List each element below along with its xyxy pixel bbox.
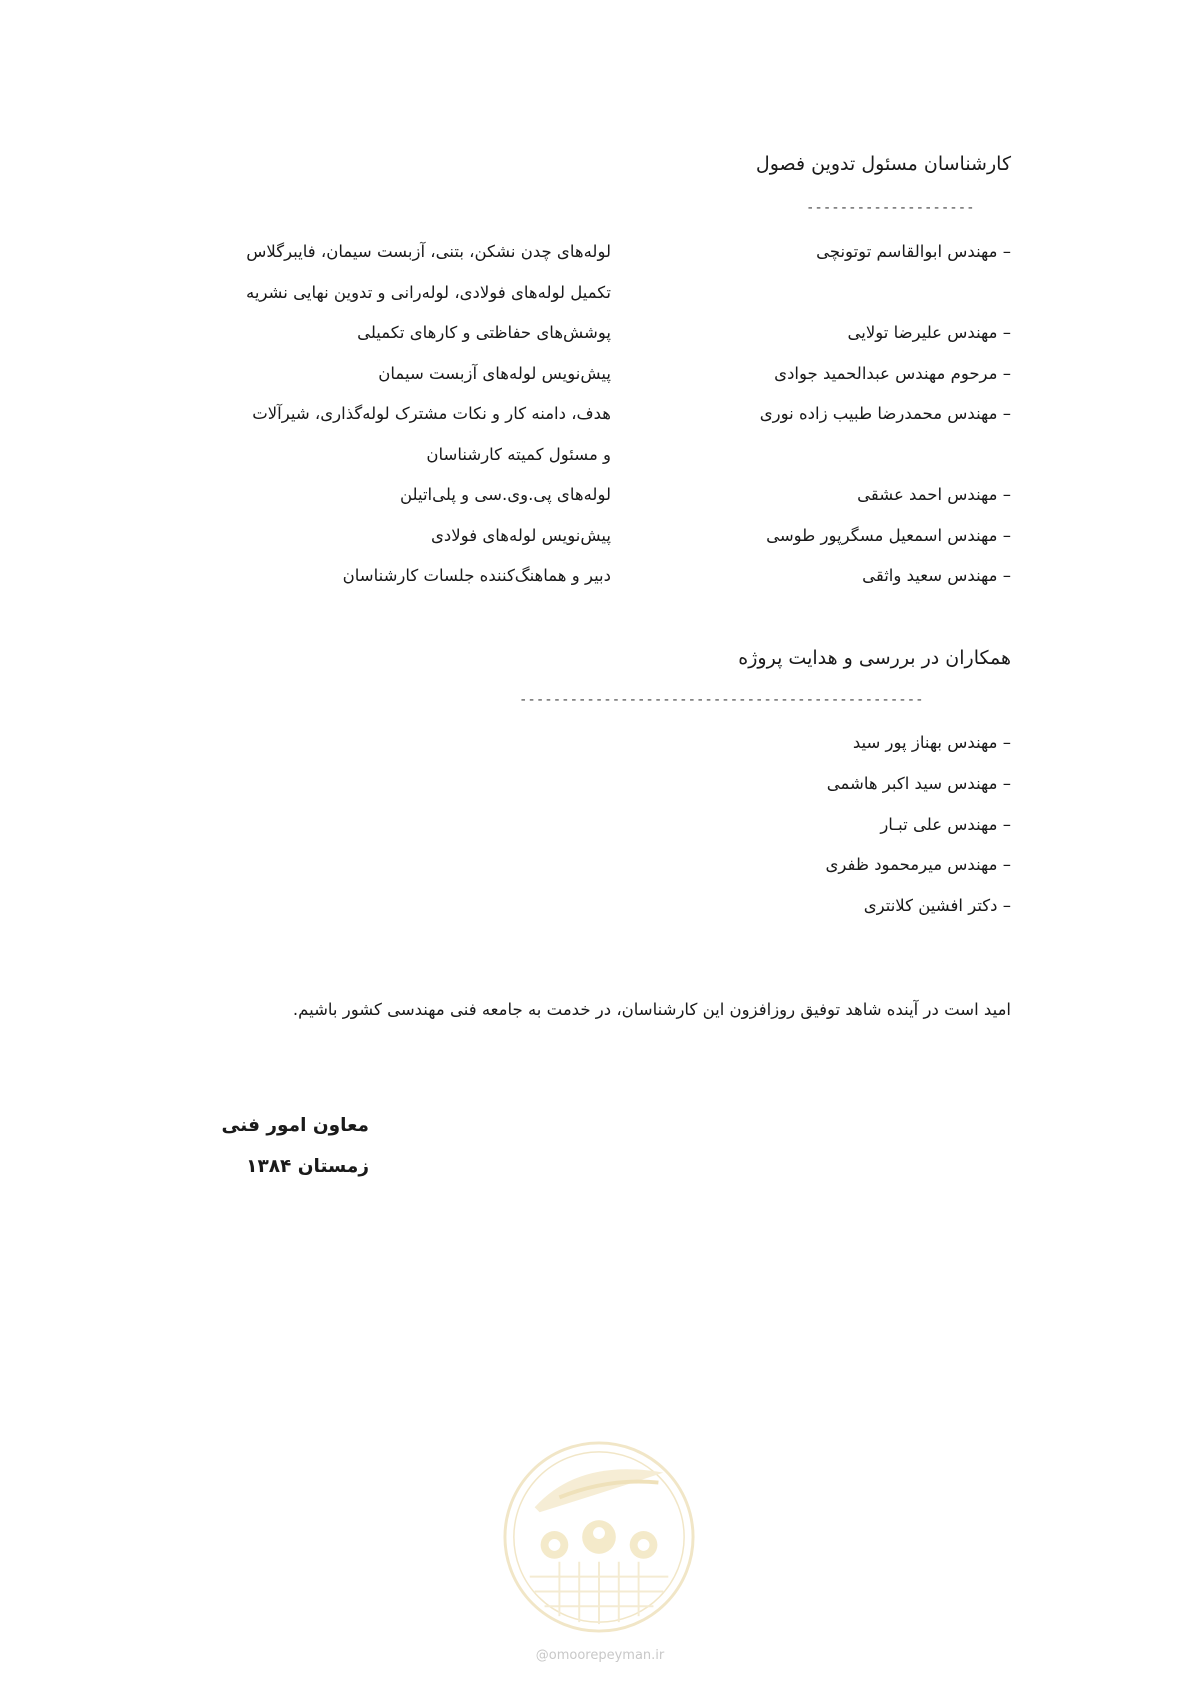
signature-title: معاون امور فنی bbox=[221, 1115, 369, 1136]
title-underline: -------------------- bbox=[806, 200, 975, 216]
author-name: – مهندس اسمعیل مسگرپور طوسی bbox=[766, 526, 1011, 545]
author-name: – مهندس سعید واثقی bbox=[862, 566, 1011, 585]
author-role: پیش‌نویس لوله‌های فولادی bbox=[431, 526, 611, 545]
author-role: لوله‌های چدن نشکن، بتنی، آزبست سیمان، فایبرگلاس bbox=[246, 242, 611, 261]
watermark-url: @omoorepeyman.ir bbox=[535, 1648, 665, 1663]
signature-date: زمستان ۱۳۸۴ bbox=[246, 1156, 369, 1177]
author-row bbox=[211, 242, 1011, 272]
title-underline: ------------------------------------------------ bbox=[519, 692, 924, 708]
author-role: دبیر و هماهنگ‌کننده جلسات کارشناسان bbox=[342, 566, 611, 585]
author-role: لوله‌های پی.وی.سی و پلی‌اتیلن bbox=[399, 485, 611, 504]
watermark-logo-icon bbox=[500, 1438, 698, 1636]
author-role: هدف، دامنه کار و نکات مشترک لوله‌گذاری، شیرآلات bbox=[252, 404, 611, 423]
section-title-authors: کارشناسان مسئول تدوین فصول bbox=[755, 153, 1011, 175]
author-row bbox=[211, 445, 1011, 475]
author-name: – مهندس احمد عشقی bbox=[857, 485, 1011, 504]
author-name: – مهندس ابوالقاسم توتونچی bbox=[816, 242, 1011, 261]
author-role: پیش‌نویس لوله‌های آزبست سیمان bbox=[378, 364, 611, 383]
author-role: و مسئول کمیته کارشناسان bbox=[426, 445, 611, 464]
closing-paragraph: امید است در آینده شاهد توفیق روزافزون این کارشناسان، در خدمت به جامعه فنی مهندسی کشور باشیم. bbox=[292, 1000, 1011, 1019]
author-row bbox=[211, 526, 1011, 556]
collaborator-item: – مهندس علی تبـار bbox=[880, 815, 1011, 834]
author-role: تکمیل لوله‌های فولادی، لوله‌رانی و تدوین نهایی نشریه bbox=[246, 283, 611, 302]
collaborator-item: – دکتر افشین کلانتری bbox=[863, 896, 1011, 915]
collaborator-item: – مهندس سید اکبر هاشمی bbox=[826, 774, 1011, 793]
author-row bbox=[211, 404, 1011, 434]
collaborator-item: – مهندس میرمحمود ظفری bbox=[825, 855, 1011, 874]
author-row bbox=[211, 566, 1011, 596]
author-row bbox=[211, 485, 1011, 515]
author-row bbox=[211, 283, 1011, 313]
section-title-collaborators: همکاران در بررسی و هدایت پروژه bbox=[738, 647, 1011, 669]
author-role: پوشش‌های حفاظتی و کارهای تکمیلی bbox=[357, 323, 611, 342]
author-row bbox=[211, 364, 1011, 394]
author-name: – مهندس محمدرضا طبیب زاده نوری bbox=[759, 404, 1011, 423]
author-name: – مهندس علیرضا تولایی bbox=[847, 323, 1011, 342]
author-row bbox=[211, 323, 1011, 353]
author-name: – مرحوم مهندس عبدالحمید جوادی bbox=[774, 364, 1011, 383]
collaborator-item: – مهندس بهناز پور سید bbox=[852, 733, 1011, 752]
